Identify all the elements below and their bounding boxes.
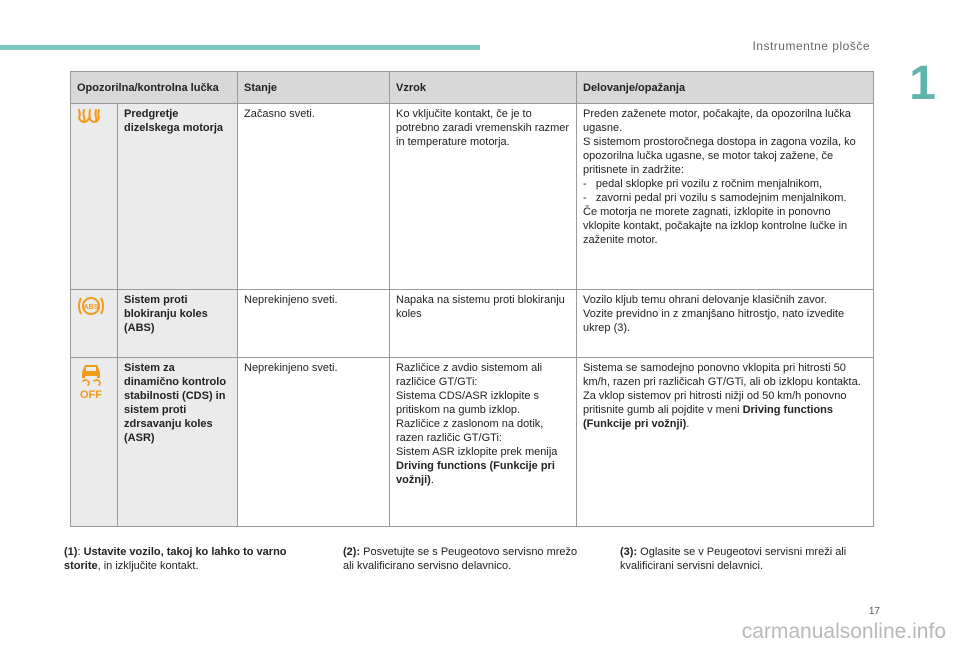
menu-name: Driving functions (Funkcije pri vožnji) [396,460,555,486]
chapter-number: 1 [909,57,936,110]
svg-text:OFF: OFF [80,389,102,401]
lamp-name: Sistem za dinamično kontrolo stabilnosti (CDS) in sistem proti zdrsavanju koles (ASR) [118,358,238,527]
lamp-cause [390,358,577,527]
col-header-cause: Vzrok [390,72,577,104]
footnote-2: (2): Posvetujte se s Peugeotovo servisno mrežo ali kvalificirano servisno delavnico. [343,546,578,572]
table-row [71,104,874,290]
lamp-state: Neprekinjeno sveti. [238,290,390,358]
table-header-row [71,72,874,104]
abs-icon [77,293,105,319]
lamp-cause: Napaka na sistemu proti blokiranju koles [390,290,577,358]
lamp-action [577,104,874,290]
lamp-name: Predgretje dizelskega motorja [118,104,238,290]
lamp-cause: Ko vključite kontakt, če je to potrebno zaradi vremenskih razmer in temperature motorja. [390,104,577,290]
stability-control-off-icon [77,361,105,401]
page-number: 17 [868,606,880,617]
table-row [71,358,874,527]
action-list-item: - zavorni pedal pri vozilu s samodejnim menjalnikom. [583,192,847,204]
lamp-icon-cell [71,104,118,290]
cause-text: Sistem ASR izklopite prek menija Driving functions (Funkcije pri vožnji). [396,446,558,486]
action-text: Vozite previdno in z zmanjšano hitrostjo, nato izvedite ukrep (3). [583,308,845,334]
action-text: Za vklop sistemov pri hitrosti nižji od 50 km/h ponovno pritisnite gumb ali pojdite v meni Driving functions (Funkcije pri vožnji). [583,390,847,430]
footnote-1: (1): Ustavite vozilo, takoj ko lahko to varno storite, in izključite kontakt. [64,546,287,572]
action-list-item: - pedal sklopke pri vozilu z ročnim menjalnikom, [583,178,823,190]
col-header-action: Delovanje/opažanja [577,72,874,104]
cause-text: Sistema CDS/ASR izklopite s pritiskom na gumb izklop. [396,390,540,416]
footnote-3: (3): Oglasite se v Peugeotovi servisni mreži ali kvalificirani servisni delavnici. [620,546,847,572]
cause-text: Različice z avdio sistemom ali različice GT/GTi: [396,362,543,388]
action-text: Sistema se samodejno ponovno vklopita pri hitrosti 50 km/h, razen pri različicah GT/GTi, ali ob izklopu kontakta. [583,362,861,388]
header-accent-bar [0,45,480,50]
lamp-action [577,290,874,358]
svg-text:ABS: ABS [83,304,99,311]
lamp-action [577,358,874,527]
lamp-state: Neprekinjeno sveti. [238,358,390,527]
col-header-lamp: Opozorilna/kontrolna lučka [71,72,238,104]
section-title: Instrumentne plošče [752,39,870,53]
action-text: S sistemom prostoročnega dostopa in zagona vozila, ko opozorilna lučka ugasne, se motor takoj zažene, če pritisnete in zadržite: [583,136,856,176]
action-text: Preden zaženete motor, počakajte, da opozorilna lučka ugasne. [583,108,851,134]
action-text: Če motorja ne morete zagnati, izklopite in ponovno vklopite kontakt, počakajte na izklop kontrolne lučke in zaženite motor. [583,206,848,246]
menu-name: Driving functions (Funkcije pri vožnji) [583,404,834,430]
warning-lamps-table [70,71,874,527]
lamp-name: Sistem proti blokiranju koles (ABS) [118,290,238,358]
action-text: Vozilo kljub temu ohrani delovanje klasičnih zavor. [583,294,827,306]
col-header-state: Stanje [238,72,390,104]
watermark: carmanualsonline.info [741,620,946,643]
lamp-icon-cell [71,290,118,358]
cause-text: Različice z zaslonom na dotik, razen različic GT/GTi: [396,418,544,444]
table-row [71,290,874,358]
glow-plug-icon [77,107,103,125]
lamp-state: Začasno sveti. [238,104,390,290]
lamp-icon-cell [71,358,118,527]
